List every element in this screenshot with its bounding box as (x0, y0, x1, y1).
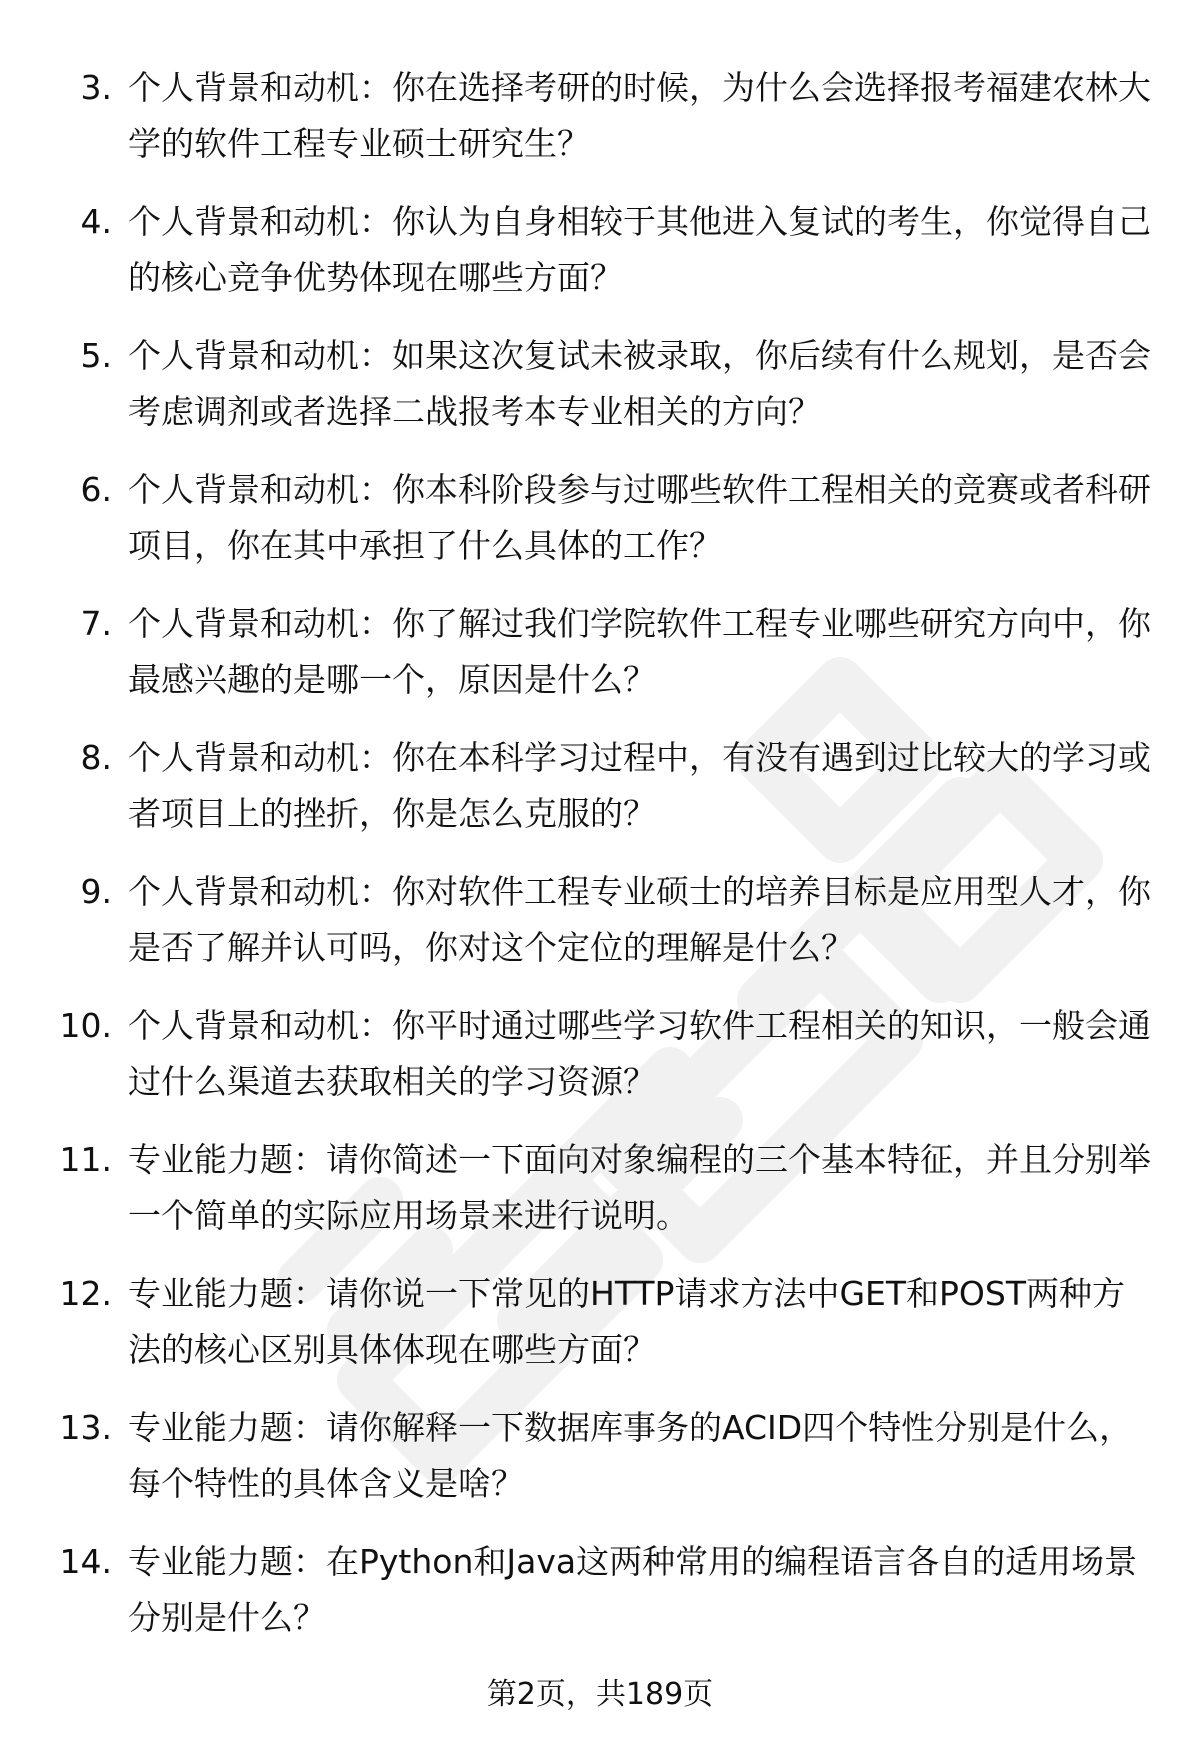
question-text: 个人背景和动机：你在本科学习过程中，有没有遇到过比较大的学习或者项目上的挫折，你是怎么克服的？ (128, 738, 1151, 833)
question-item (0, 1132, 1200, 1266)
question-item (0, 60, 1200, 194)
question-item (0, 998, 1200, 1132)
question-number: 9. (80, 872, 112, 911)
question-number: 13. (59, 1408, 112, 1447)
question-number: 8. (80, 738, 112, 777)
question-text: 个人背景和动机：你平时通过哪些学习软件工程相关的知识，一般会通过什么渠道去获取相关的学习资源？ (128, 1006, 1151, 1101)
question-text: 个人背景和动机：你对软件工程专业硕士的培养目标是应用型人才，你是否了解并认可吗，你对这个定位的理解是什么？ (128, 872, 1151, 967)
page-number: 第2页，共189页 (486, 1677, 714, 1712)
question-item (0, 1534, 1200, 1668)
question-number: 4. (80, 202, 112, 241)
question-number: 12. (59, 1274, 112, 1313)
question-item (0, 864, 1200, 998)
question-item (0, 462, 1200, 596)
question-number: 10. (59, 1006, 112, 1045)
question-item (0, 194, 1200, 328)
question-number: 5. (80, 336, 112, 375)
question-text: 专业能力题：请你简述一下面向对象编程的三个基本特征，并且分别举一个简单的实际应用场景来进行说明。 (128, 1140, 1151, 1235)
question-number: 11. (59, 1140, 112, 1179)
question-item (0, 1266, 1200, 1400)
question-text: 个人背景和动机：你在选择考研的时候，为什么会选择报考福建农林大学的软件工程专业硕士研究生？ (128, 68, 1151, 163)
question-item (0, 1400, 1200, 1534)
question-text: 个人背景和动机：你了解过我们学院软件工程专业哪些研究方向中，你最感兴趣的是哪一个，原因是什么？ (128, 604, 1151, 699)
question-text: 专业能力题：在Python和Java这两种常用的编程语言各自的适用场景分别是什么？ (128, 1542, 1138, 1637)
question-item (0, 328, 1200, 462)
question-item (0, 596, 1200, 730)
question-number: 3. (80, 68, 112, 107)
question-number: 6. (80, 470, 112, 509)
question-text: 个人背景和动机：你本科阶段参与过哪些软件工程相关的竞赛或者科研项目，你在其中承担了什么具体的工作？ (128, 470, 1151, 565)
question-number: 14. (59, 1542, 112, 1581)
question-text: 专业能力题：请你解释一下数据库事务的ACID四个特性分别是什么，每个特性的具体含义是啥？ (128, 1408, 1133, 1503)
question-text: 个人背景和动机：你认为自身相较于其他进入复试的考生，你觉得自己的核心竞争优势体现在哪些方面？ (128, 202, 1151, 297)
question-number: 7. (80, 604, 112, 643)
question-text: 个人背景和动机：如果这次复试未被录取，你后续有什么规划，是否会考虑调剂或者选择二战报考本专业相关的方向？ (128, 336, 1151, 431)
question-list (0, 60, 1200, 1668)
question-item (0, 730, 1200, 864)
question-text: 专业能力题：请你说一下常见的HTTP请求方法中GET和POST两种方法的核心区别具体体现在哪些方面？ (128, 1274, 1126, 1369)
